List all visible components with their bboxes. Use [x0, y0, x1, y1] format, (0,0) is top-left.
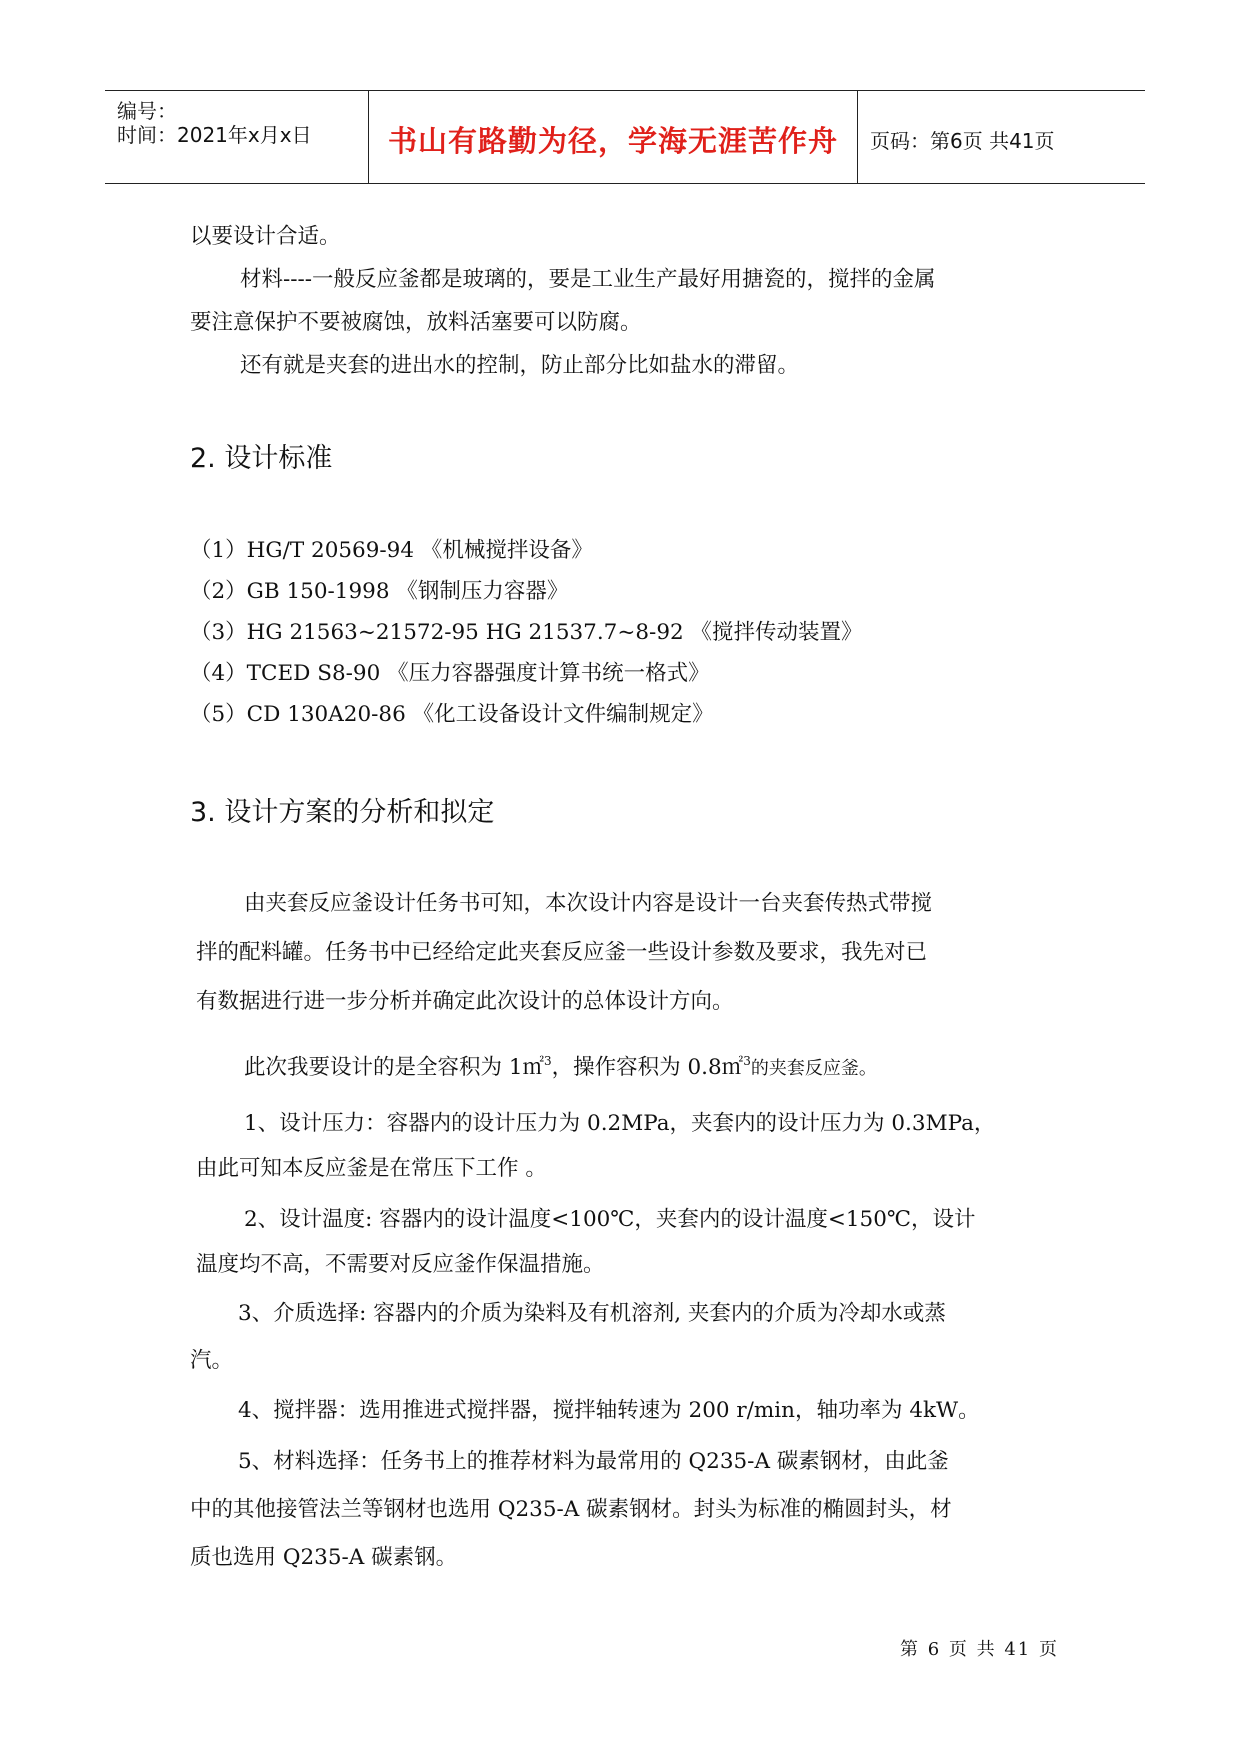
paragraph-line: 1、设计压力：容器内的设计压力为 0.2MPa，夹套内的设计压力为 0.3MPa，	[244, 1111, 996, 1136]
intro-line-3: 要注意保护不要被腐蚀，放料活塞要可以防腐。	[190, 310, 642, 335]
standard-item: （2）GB 150-1998 《钢制压力容器》	[190, 579, 569, 604]
paragraph-line: 5、材料选择：任务书上的推荐材料为最常用的 Q235-A 碳素钢材，由此釜	[238, 1449, 949, 1474]
header-page-cell	[858, 91, 1145, 183]
standard-item: （1）HG/T 20569-94 《机械搅拌设备》	[190, 538, 593, 563]
document-number-label: 编号：	[117, 99, 177, 123]
standard-item: （3）HG 21563~21572-95 HG 21537.7~8-92 《搅拌传动装置》	[190, 620, 863, 645]
footer-page-number: 第 6 页 共 41 页	[900, 1639, 1059, 1660]
paragraph-line: 汽。	[190, 1348, 234, 1373]
paragraph-line: 中的其他接管法兰等钢材也选用 Q235-A 碳素钢材。封头为标准的椭圆封头，材	[190, 1497, 952, 1522]
intro-line-4: 还有就是夹套的进出水的控制，防止部分比如盐水的滞留。	[240, 353, 800, 378]
header-motto-cell	[369, 91, 858, 183]
section-3-heading: 3. 设计方案的分析和拟定	[190, 797, 495, 828]
paragraph-line: 3、介质选择: 容器内的介质为染料及有机溶剂, 夹套内的介质为冷却水或蒸	[238, 1301, 946, 1326]
intro-line-2: 材料----一般反应釜都是玻璃的，要是工业生产最好用搪瓷的，搅拌的金属	[240, 267, 936, 292]
document-header	[105, 90, 1145, 184]
volume-text-b: ，操作容积为 0.8㎡	[551, 1055, 744, 1080]
volume-text-a: 此次我要设计的是全容积为 1㎡	[244, 1055, 545, 1080]
standard-item: （5）CD 130A20-86 《化工设备设计文件编制规定》	[190, 702, 714, 727]
paragraph-line: 有数据进行进一步分析并确定此次设计的总体设计方向。	[196, 989, 734, 1014]
paragraph-line: 由此可知本反应釜是在常压下工作 。	[196, 1156, 547, 1181]
paragraph-line: 2、设计温度: 容器内的设计温度<100℃，夹套内的设计温度<150℃，设计	[244, 1207, 976, 1232]
header-motto: 书山有路勤为径，学海无涯苦作舟	[387, 124, 838, 158]
volume-superscript: 3	[544, 1054, 552, 1068]
volume-superscript: 3	[743, 1054, 751, 1068]
paragraph-line: 拌的配料罐。任务书中已经给定此夹套反应釜一些设计参数及要求，我先对已	[196, 940, 928, 965]
header-page-number: 页码：第6页 共41页	[870, 129, 1055, 153]
standard-item: （4）TCED S8-90 《压力容器强度计算书统一格式》	[190, 661, 710, 686]
document-time-label: 时间：2021年x月x日	[117, 123, 312, 147]
volume-text-c: 的夹套反应釜。	[750, 1058, 877, 1079]
header-info-cell	[105, 91, 369, 183]
section-2-heading: 2. 设计标准	[190, 443, 333, 474]
paragraph-line: 4、搅拌器：选用推进式搅拌器，搅拌轴转速为 200 r/min，轴功率为 4kW。	[238, 1398, 980, 1423]
intro-line-1: 以要设计合适。	[190, 224, 341, 249]
paragraph-line: 质也选用 Q235-A 碳素钢。	[190, 1545, 458, 1570]
paragraph-line: 温度均不高，不需要对反应釜作保温措施。	[196, 1252, 605, 1277]
volume-line	[244, 1040, 877, 1090]
paragraph-line: 由夹套反应釜设计任务书可知，本次设计内容是设计一台夹套传热式带搅	[244, 891, 933, 916]
